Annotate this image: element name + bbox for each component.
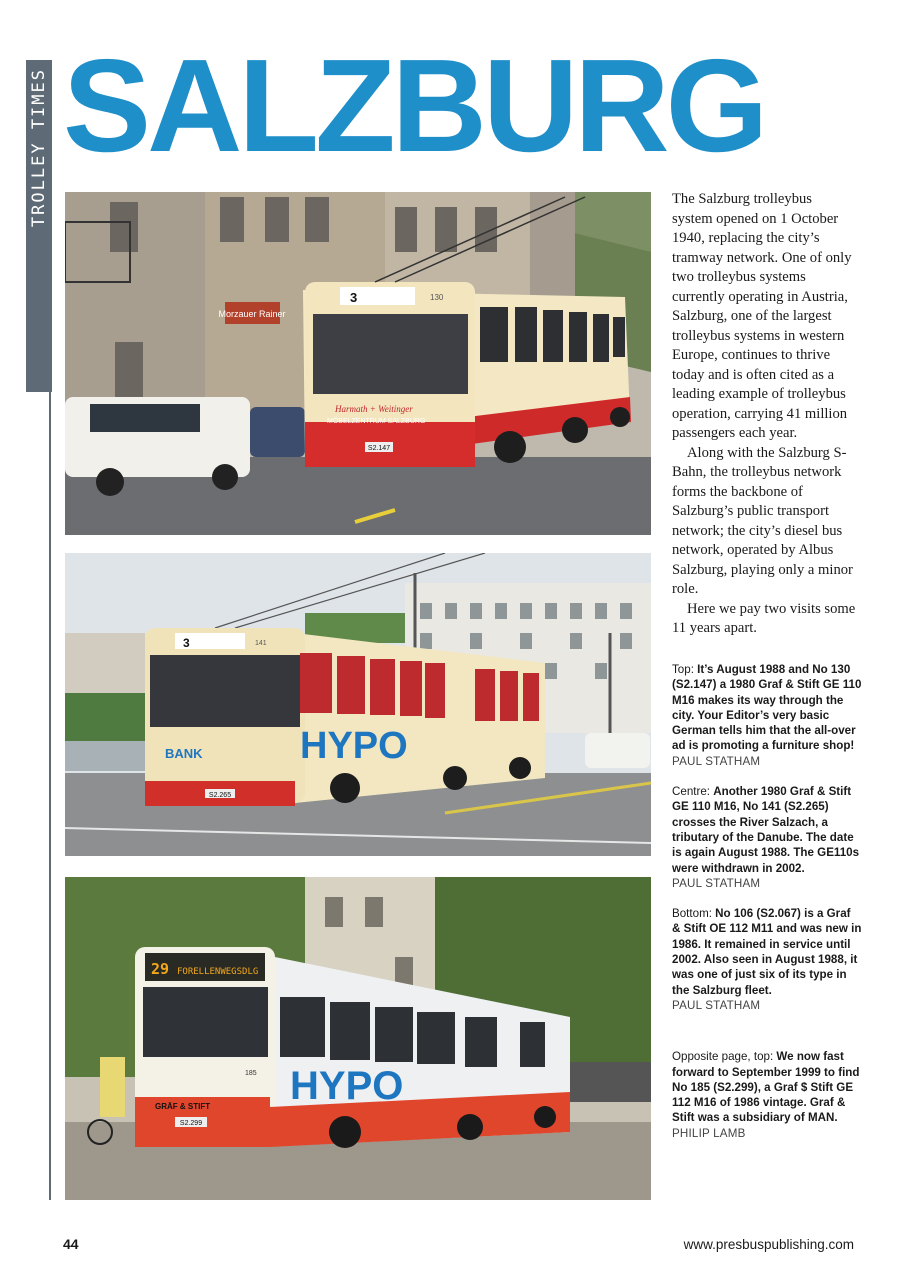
photo-captions — [672, 662, 862, 1156]
page-number: 44 — [63, 1236, 79, 1252]
plate-top: S2.147 — [367, 445, 391, 452]
photo-credit: PAUL STATHAM — [672, 876, 761, 890]
plate-centre: S2.265 — [208, 792, 232, 799]
intro-paragraph: The Salzburg trolleybus system opened on 1 October 1940, replacing the city’s tramway network. One of only two trolleybus systems currently operating in Austria, Salzburg, one of the largest trolleybus systems in western Europe, continues to thrive today and is often cited as a leading example of trolleybus operation, carrying 41 million passengers each year. — [672, 191, 852, 441]
intro-text — [672, 190, 856, 639]
route-number-bottom: 29 — [151, 960, 170, 978]
intro-paragraph: Here we pay two visits some 11 years apart. — [672, 600, 856, 636]
caption-centre: Centre: Another 1980 Graf & Stift GE 110 M16, No 141 (S2.265) crosses the River Salzach, a tributary of the Danube. The date is again August 1988. The GE110s were withdrawn in 2002. PAUL STATHAM — [672, 784, 862, 891]
hypo-bank-centre: BANK — [165, 746, 203, 761]
fleet-number-top: 130 — [430, 293, 444, 302]
margin-rule — [49, 392, 51, 1200]
page-title: SALZBURG — [63, 32, 765, 179]
photo-credit: PAUL STATHAM — [672, 754, 761, 768]
caption-bottom: Bottom: No 106 (S2.067) is a Graf & Stift OE 112 M11 and was new in 1986. It remained in service until 2002. Also seen in August 1988, it was one of just six of its type in the Salzburg fleet. PAUL STATHAM — [672, 907, 862, 1012]
fleet-number-bottom: 185 — [245, 1070, 257, 1077]
hypo-ad-bottom: HYPO — [290, 1064, 404, 1108]
route-number-top: 3 — [350, 290, 358, 305]
photo-credit: PHILIP LAMB — [672, 1126, 746, 1140]
photo-centre-trolleybus-141 — [65, 553, 651, 856]
fleet-number-centre: 141 — [255, 640, 267, 647]
side-ad2-top: MÖBELZENTRUM SALZBURG — [327, 418, 426, 425]
website-link[interactable]: www.presbuspublishing.com — [683, 1237, 854, 1252]
maker-badge-bottom: GRÄF & STIFT — [155, 1102, 211, 1111]
route-number-centre: 3 — [183, 636, 190, 650]
photo-bottom-trolleybus-185 — [65, 877, 651, 1200]
photo-credit: PAUL STATHAM — [672, 998, 761, 1012]
caption-opposite-page: Opposite page, top: We now fast forward to September 1999 to find No 185 (S2.299), a Graf $ Stift GE 112 M16 of 1986 vintage. Graf & Stift was a subsidiary of MAN. PHILIP LAMB — [672, 1049, 862, 1141]
side-ad-top: Harmath + Weitinger — [335, 404, 413, 414]
plate-bottom: S2.299 — [179, 1120, 203, 1127]
photo-top-trolleybus-130 — [65, 192, 651, 535]
section-label: TROLLEY TIMES — [29, 68, 49, 228]
hypo-ad-centre: HYPO — [300, 725, 408, 767]
caption-top: Top: It’s August 1988 and No 130 (S2.147) a 1980 Graf & Stift GE 110 M16 makes its way through the city. Your Editor’s very basic German tells him that the all-over ad is promoting a furniture shop! PAUL STATHAM — [672, 663, 862, 768]
intro-paragraph: Along with the Salzburg S-Bahn, the trolleybus network forms the backbone of Salzburg’s public transport network; the city’s diesel bus network, operated by Albus Salzburg, playing only a minor role. — [672, 444, 853, 597]
shop-sign: Morzauer Rainer — [218, 309, 286, 319]
destination-bottom: FORELLENWEGSDLG — [177, 967, 259, 977]
